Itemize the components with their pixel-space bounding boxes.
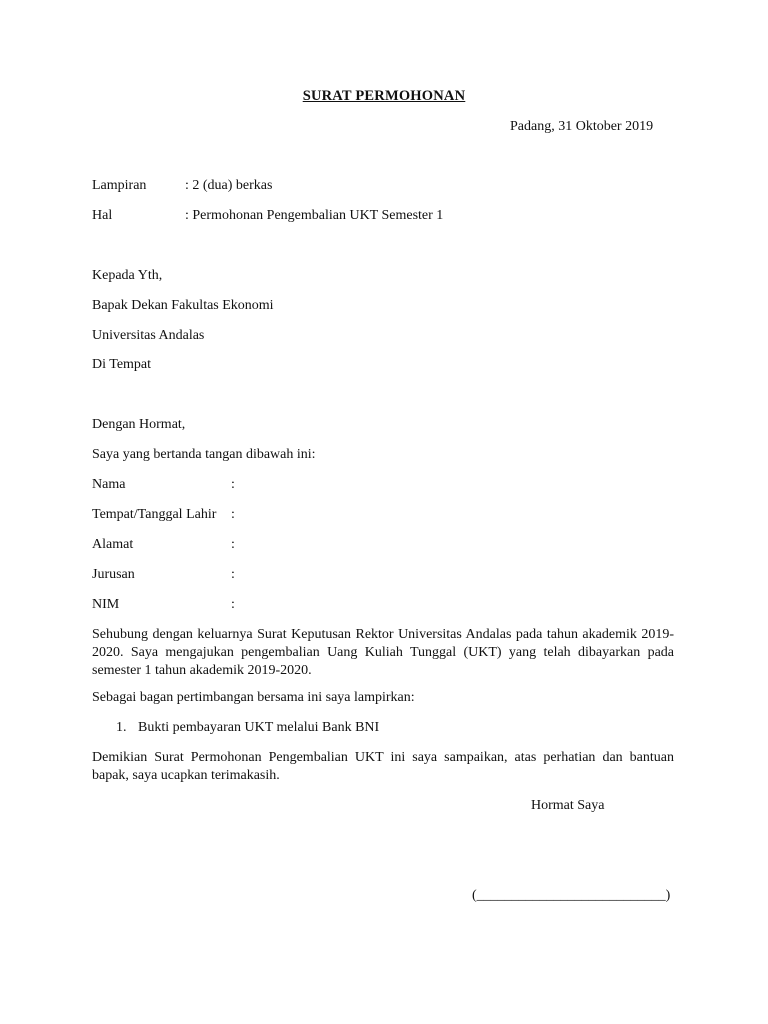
closing-salutation: Hormat Saya <box>531 798 605 813</box>
greeting: Dengan Hormat, <box>92 417 186 432</box>
lampiran-label: Lampiran <box>92 178 147 193</box>
signature-line: (___________________________) <box>472 888 671 903</box>
field-colon-nim: : <box>231 597 235 612</box>
field-label-ttl: Tempat/Tanggal Lahir <box>92 507 217 522</box>
body-paragraph: Sehubung dengan keluarnya Surat Keputusan Rektor Universitas Andalas pada tahun akademik 2019-2020. Saya mengajukan pengembalian Uang Kuliah Tunggal (UKT) yang telah dibayarkan pada semester 1 tahun akademik 2019-2020. <box>92 627 674 678</box>
letter-date: Padang, 31 Oktober 2019 <box>510 119 654 134</box>
field-label-nama: Nama <box>92 477 126 492</box>
attachment-intro: Sebagai bagan pertimbangan bersama ini saya lampirkan: <box>92 690 415 705</box>
hal-value: : Permohonan Pengembalian UKT Semester 1 <box>185 208 444 223</box>
recipient-salutation: Kepada Yth, <box>92 268 163 283</box>
field-colon-alamat: : <box>231 537 235 552</box>
recipient-place: Di Tempat <box>92 357 152 372</box>
recipient-institution: Universitas Andalas <box>92 328 205 343</box>
field-label-nim: NIM <box>92 597 120 612</box>
hal-label: Hal <box>92 208 113 223</box>
lampiran-value: : 2 (dua) berkas <box>185 178 273 193</box>
field-colon-ttl: : <box>231 507 235 522</box>
letter-title: SURAT PERMOHONAN <box>302 88 466 104</box>
intro-line: Saya yang bertanda tangan dibawah ini: <box>92 447 316 462</box>
field-label-jurusan: Jurusan <box>92 567 135 582</box>
field-label-alamat: Alamat <box>92 537 134 552</box>
recipient-name: Bapak Dekan Fakultas Ekonomi <box>92 298 274 313</box>
attachment-item: Bukti pembayaran UKT melalui Bank BNI <box>138 720 380 735</box>
attachment-number: 1. <box>116 720 127 735</box>
field-colon-jurusan: : <box>231 567 235 582</box>
field-colon-nama: : <box>231 477 235 492</box>
closing-paragraph: Demikian Surat Permohonan Pengembalian UKT ini saya sampaikan, atas perhatian dan bantuan bapak, saya ucapkan terimakasih. <box>92 750 674 783</box>
